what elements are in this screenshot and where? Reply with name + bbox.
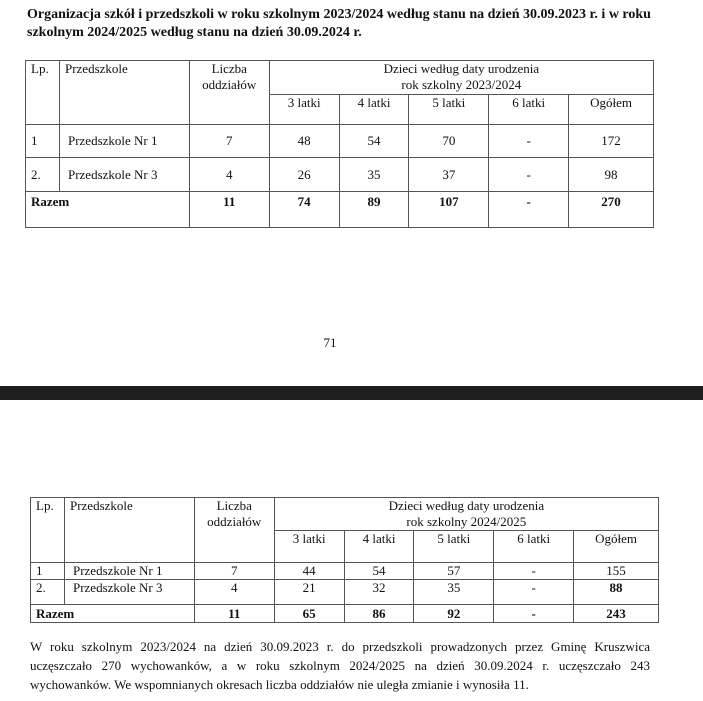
cell-lp: 1: [31, 563, 65, 580]
cell-4-latki: 54: [344, 563, 414, 580]
cell-oddzialy: 11: [194, 605, 274, 623]
table-row: [26, 158, 654, 192]
cell-razem-label: Razem: [26, 192, 190, 228]
cell-3-latki: 48: [269, 125, 339, 158]
header-liczba-oddzialow: Liczba oddziałów: [194, 498, 274, 563]
cell-name: Przedszkole Nr 1: [59, 125, 189, 158]
cell-razem-label: Razem: [31, 605, 195, 623]
table-row: [31, 563, 659, 580]
cell-name: Przedszkole Nr 1: [64, 563, 194, 580]
cell-6-latki: -: [489, 192, 569, 228]
table-row: [26, 125, 654, 158]
cell-oddzialy: 11: [189, 192, 269, 228]
cell-ogolem: 98: [569, 158, 654, 192]
cell-4-latki: 32: [344, 580, 414, 605]
header-3-latki: 3 latki: [274, 531, 344, 563]
kindergarten-table-2023-2024: [25, 60, 654, 228]
document-heading: Organizacja szkół i przedszkoli w roku szkolnym 2023/2024 według stanu na dzień 30.09.2023 r. i w roku szkolnym 2024/2025 według stanu na dzień 30.09.2024 r.: [27, 7, 651, 40]
header-lp: Lp.: [26, 61, 60, 125]
cell-oddzialy: 7: [194, 563, 274, 580]
cell-3-latki: 65: [274, 605, 344, 623]
cell-5-latki: 107: [409, 192, 489, 228]
cell-ogolem: 243: [574, 605, 659, 623]
cell-lp: 1: [26, 125, 60, 158]
summary-paragraph: W roku szkolnym 2023/2024 na dzień 30.09.2023 r. do przedszkoli prowadzonych przez Gminę Kruszwica uczęszczało 270 wychowanków, a w roku szkolnym 2024/2025 na dzień 30.09.2024 r. uczęszczało 243 wychowanków. We wspomnianych okresach liczba oddziałów nie uległa zmianie i wynosiła 11.: [30, 639, 650, 692]
cell-3-latki: 74: [269, 192, 339, 228]
header-5-latki: 5 latki: [414, 531, 494, 563]
cell-3-latki: 26: [269, 158, 339, 192]
header-przedszkole: Przedszkole: [59, 61, 189, 125]
cell-6-latki: -: [489, 158, 569, 192]
cell-6-latki: -: [494, 563, 574, 580]
cell-6-latki: -: [494, 580, 574, 605]
cell-oddzialy: 7: [189, 125, 269, 158]
cell-5-latki: 92: [414, 605, 494, 623]
kindergarten-table-2024-2025: [30, 497, 659, 623]
header-3-latki: 3 latki: [269, 95, 339, 125]
cell-5-latki: 37: [409, 158, 489, 192]
cell-lp: 2.: [31, 580, 65, 605]
cell-ogolem: 155: [574, 563, 659, 580]
header-6-latki: 6 latki: [494, 531, 574, 563]
header-group: [269, 61, 653, 95]
cell-5-latki: 57: [414, 563, 494, 580]
cell-ogolem: 172: [569, 125, 654, 158]
cell-5-latki: 70: [409, 125, 489, 158]
page-number: 71: [323, 335, 337, 350]
table-sum-row: [26, 192, 654, 228]
cell-ogolem: 270: [569, 192, 654, 228]
cell-4-latki: 54: [339, 125, 409, 158]
header-group-title: Dzieci według daty urodzenia: [388, 498, 545, 513]
cell-oddzialy: 4: [189, 158, 269, 192]
header-liczba-oddzialow: Liczba oddziałów: [189, 61, 269, 125]
header-group-title: Dzieci według daty urodzenia: [383, 61, 540, 76]
header-group-subtitle: rok szkolny 2024/2025: [406, 514, 527, 529]
cell-oddzialy: 4: [194, 580, 274, 605]
cell-4-latki: 86: [344, 605, 414, 623]
cell-name: Przedszkole Nr 3: [59, 158, 189, 192]
table-sum-row: [31, 605, 659, 623]
cell-6-latki: -: [494, 605, 574, 623]
page-separator: [0, 386, 703, 400]
table-row: [31, 580, 659, 605]
cell-6-latki: -: [489, 125, 569, 158]
cell-5-latki: 35: [414, 580, 494, 605]
header-4-latki: 4 latki: [344, 531, 414, 563]
cell-lp: 2.: [26, 158, 60, 192]
header-group: [274, 498, 658, 531]
cell-name: Przedszkole Nr 3: [64, 580, 194, 605]
header-ogolem: Ogółem: [569, 95, 654, 125]
header-6-latki: 6 latki: [489, 95, 569, 125]
header-ogolem: Ogółem: [574, 531, 659, 563]
header-group-subtitle: rok szkolny 2023/2024: [401, 77, 522, 92]
cell-4-latki: 35: [339, 158, 409, 192]
header-lp: Lp.: [31, 498, 65, 563]
cell-3-latki: 21: [274, 580, 344, 605]
header-przedszkole: Przedszkole: [64, 498, 194, 563]
cell-3-latki: 44: [274, 563, 344, 580]
header-4-latki: 4 latki: [339, 95, 409, 125]
header-5-latki: 5 latki: [409, 95, 489, 125]
cell-4-latki: 89: [339, 192, 409, 228]
cell-ogolem: 88: [574, 580, 659, 605]
